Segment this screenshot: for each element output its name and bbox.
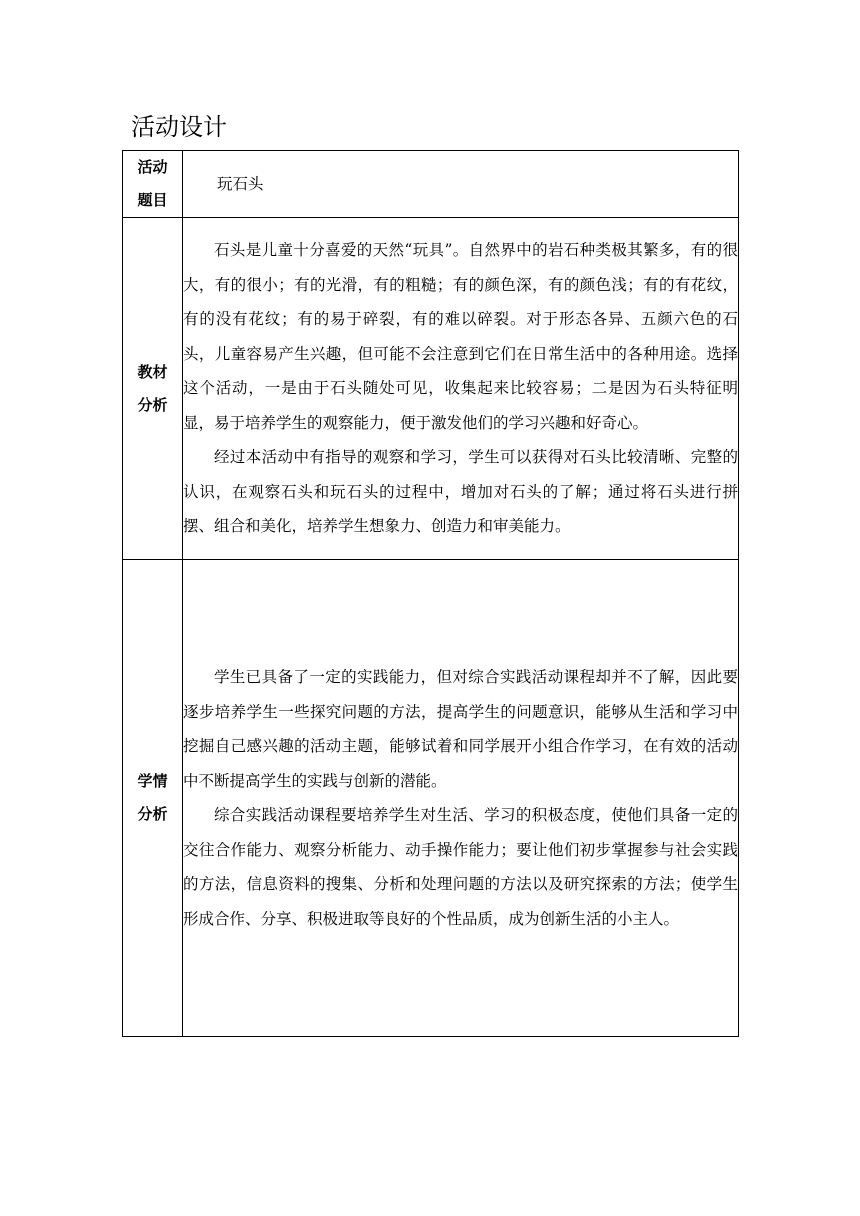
student-paragraph-2: 综合实践活动课程要培养学生对生活、学习的积极态度，使他们具备一定的交往合作能力、观察分析能力、动手操作能力；要让他们初步掌握参与社会实践的方法，信息资料的搜集、分析和处理问题的方法以及研究探索的方法；使学生形成合作、分享、积极进取等良好的个性品质，成为创新生活的小主人。 [183,806,738,928]
table-row-material-analysis [123,218,739,560]
material-paragraph-2: 经过本活动中有指导的观察和学习，学生可以获得对石头比较清晰、完整的认识，在观察石头和玩石头的过程中，增加对石头的了解；通过将石头进行拼摆、组合和美化，培养学生想象力、创造力和审美能力。 [183,448,738,536]
content-cell-material [183,218,739,560]
document-title: 活动设计 [131,113,227,141]
label-topic-line1: 活动 [137,158,168,176]
label-cell-topic [123,151,183,218]
table-row-topic [123,151,739,218]
label-topic-line2: 题目 [137,191,168,209]
label-student-line2: 分析 [137,805,168,823]
topic-value: 玩石头 [217,174,264,193]
label-cell-student [123,560,183,1037]
content-cell-topic [183,151,739,218]
table-row-student-analysis [123,560,739,1037]
content-cell-student [183,560,739,1037]
label-material-line1: 教材 [137,362,168,381]
label-cell-material [123,218,183,560]
material-paragraph-1: 石头是儿童十分喜爱的天然“玩具”。自然界中的岩石种类极其繁多，有的很大，有的很小；有的光滑，有的粗糙；有的颜色深，有的颜色浅；有的有花纹，有的没有花纹；有的易于碎裂，有的难以碎裂。对于形态各异、五颜六色的石头，儿童容易产生兴趣，但可能不会注意到它们在日常生活中的各种用途。选择这个活动，一是由于石头随处可见，收集起来比较容易；二是因为石头特征明显，易于培养学生的观察能力，便于激发他们的学习兴趣和好奇心。 [183,241,738,432]
activity-design-table [122,150,739,1037]
label-student-line1: 学情 [137,772,168,790]
student-paragraph-1: 学生已具备了一定的实践能力，但对综合实践活动课程却并不了解，因此要逐步培养学生一些探究问题的方法，提高学生的问题意识，能够从生活和学习中挖掘自己感兴趣的活动主题，能够试着和同学展开小组合作学习，在有效的活动中不断提高学生的实践与创新的潜能。 [183,668,738,790]
label-material-line2: 分析 [137,395,168,414]
